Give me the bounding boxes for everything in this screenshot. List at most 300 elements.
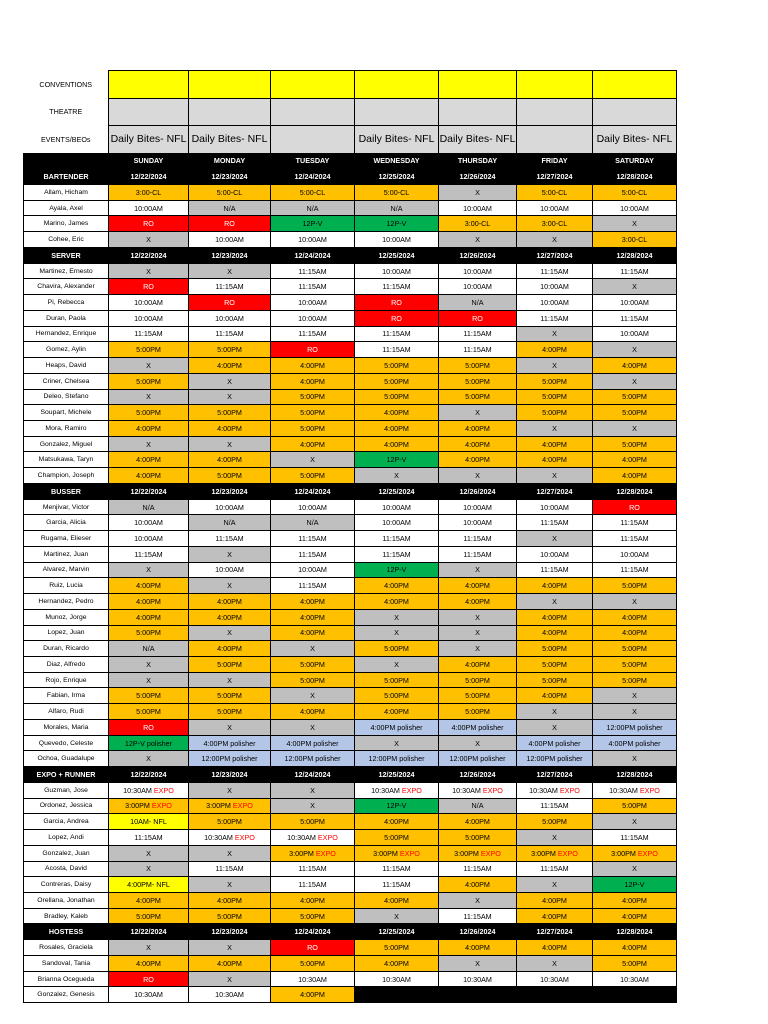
event-cell[interactable]	[355, 98, 439, 126]
shift-cell[interactable]: 4:00PM	[189, 420, 271, 436]
shift-cell[interactable]: X	[593, 751, 677, 767]
shift-cell[interactable]: 4:00PM	[355, 955, 439, 971]
shift-cell[interactable]: X	[189, 672, 271, 688]
shift-cell[interactable]: 12:00PM polisher	[593, 719, 677, 735]
shift-cell[interactable]: 5:00PM	[109, 704, 189, 720]
shift-cell[interactable]: 10:00AM	[109, 295, 189, 311]
shift-cell[interactable]: 5:00PM	[355, 358, 439, 374]
shift-cell[interactable]: N/A	[271, 200, 355, 216]
shift-cell[interactable]: 5:00PM	[439, 704, 517, 720]
shift-cell[interactable]: 4:00PM	[517, 893, 593, 909]
shift-cell[interactable]: X	[109, 263, 189, 279]
shift-cell[interactable]: 5:00PM	[517, 405, 593, 421]
shift-cell[interactable]: N/A	[271, 515, 355, 531]
shift-cell[interactable]	[517, 987, 593, 1003]
shift-cell[interactable]: 5:00-CL	[271, 184, 355, 200]
shift-cell[interactable]: 5:00PM	[271, 657, 355, 673]
shift-cell[interactable]: 12P-V	[355, 452, 439, 468]
shift-cell[interactable]: 4:00PM	[517, 688, 593, 704]
shift-cell[interactable]: 5:00PM	[109, 373, 189, 389]
shift-cell[interactable]: 10:00AM	[355, 515, 439, 531]
shift-cell[interactable]: 5:00PM	[189, 405, 271, 421]
shift-cell[interactable]: N/A	[355, 200, 439, 216]
shift-cell[interactable]: 4:00PM	[355, 704, 439, 720]
shift-cell[interactable]: X	[271, 452, 355, 468]
shift-cell[interactable]: 5:00-CL	[593, 184, 677, 200]
shift-cell[interactable]: X	[517, 468, 593, 484]
shift-cell[interactable]: 10:00AM	[439, 515, 517, 531]
shift-cell[interactable]: X	[355, 609, 439, 625]
shift-cell[interactable]: 11:15AM	[109, 326, 189, 342]
shift-cell[interactable]: X	[439, 468, 517, 484]
shift-cell[interactable]: 11:15AM	[593, 263, 677, 279]
shift-cell[interactable]: X	[517, 531, 593, 547]
shift-cell[interactable]: 5:00PM	[271, 405, 355, 421]
shift-cell[interactable]: 11:15AM	[439, 326, 517, 342]
shift-cell[interactable]: 11:15AM	[189, 326, 271, 342]
shift-cell[interactable]: X	[355, 735, 439, 751]
shift-cell[interactable]: 4:00PM	[109, 468, 189, 484]
shift-cell[interactable]: 10:00AM	[271, 499, 355, 515]
shift-cell[interactable]: 10:00AM	[517, 499, 593, 515]
shift-cell[interactable]: X	[593, 814, 677, 830]
shift-cell[interactable]: 10:00AM	[593, 546, 677, 562]
shift-cell[interactable]: 5:00PM	[271, 814, 355, 830]
shift-cell[interactable]: 5:00PM	[271, 468, 355, 484]
shift-cell[interactable]: 11:15AM	[355, 279, 439, 295]
shift-cell[interactable]: 10:00AM	[517, 200, 593, 216]
shift-cell[interactable]: X	[109, 232, 189, 248]
shift-cell[interactable]: X	[189, 782, 271, 798]
shift-cell[interactable]: 11:15AM	[355, 861, 439, 877]
shift-cell[interactable]: 4:00PM	[517, 452, 593, 468]
shift-cell[interactable]: X	[593, 594, 677, 610]
shift-cell[interactable]: 4:00PM	[109, 578, 189, 594]
shift-cell[interactable]: 11:15AM	[355, 531, 439, 547]
shift-cell[interactable]: 12P-V	[355, 798, 439, 814]
shift-cell[interactable]: X	[439, 735, 517, 751]
shift-cell[interactable]: 4:00PM	[517, 436, 593, 452]
event-cell[interactable]	[517, 71, 593, 99]
shift-cell[interactable]: 5:00PM	[189, 908, 271, 924]
shift-cell[interactable]: 10:00AM	[271, 295, 355, 311]
shift-cell[interactable]: 4:00PM	[109, 420, 189, 436]
shift-cell[interactable]: 10:00AM	[109, 531, 189, 547]
shift-cell[interactable]: X	[109, 672, 189, 688]
event-cell[interactable]	[439, 71, 517, 99]
shift-cell[interactable]: 5:00PM	[109, 688, 189, 704]
shift-cell[interactable]: 11:15AM	[355, 877, 439, 893]
shift-cell[interactable]: 4:00PM	[439, 578, 517, 594]
event-cell[interactable]: Daily Bites- NFL	[439, 126, 517, 154]
shift-cell[interactable]: 11:15AM	[439, 342, 517, 358]
shift-cell[interactable]: 5:00PM	[189, 704, 271, 720]
shift-cell[interactable]: N/A	[439, 798, 517, 814]
shift-cell[interactable]: 3:00PM EXPO	[189, 798, 271, 814]
shift-cell[interactable]: RO	[109, 279, 189, 295]
shift-cell[interactable]: 5:00PM	[593, 672, 677, 688]
shift-cell[interactable]: 4:00PM	[355, 893, 439, 909]
shift-cell[interactable]: X	[593, 420, 677, 436]
shift-cell[interactable]: 4:00PM	[355, 814, 439, 830]
shift-cell[interactable]	[439, 987, 517, 1003]
shift-cell[interactable]: X	[109, 861, 189, 877]
shift-cell[interactable]: 4:00PM	[271, 358, 355, 374]
shift-cell[interactable]: 11:15AM	[271, 877, 355, 893]
shift-cell[interactable]: 10:00AM	[271, 310, 355, 326]
shift-cell[interactable]: 11:15AM	[517, 515, 593, 531]
shift-cell[interactable]: 11:15AM	[189, 279, 271, 295]
shift-cell[interactable]: X	[439, 625, 517, 641]
event-cell[interactable]	[439, 98, 517, 126]
shift-cell[interactable]: X	[109, 436, 189, 452]
shift-cell[interactable]: X	[109, 657, 189, 673]
shift-cell[interactable]: 4:00PM	[517, 625, 593, 641]
shift-cell[interactable]: 3:00-CL	[517, 216, 593, 232]
shift-cell[interactable]: 10:00AM	[109, 515, 189, 531]
shift-cell[interactable]: 4:00PM	[109, 452, 189, 468]
shift-cell[interactable]: 4:00PM	[189, 594, 271, 610]
shift-cell[interactable]: 4:00PM	[439, 877, 517, 893]
shift-cell[interactable]: 4:00PM	[271, 436, 355, 452]
shift-cell[interactable]: 5:00PM	[439, 389, 517, 405]
shift-cell[interactable]: X	[593, 861, 677, 877]
shift-cell[interactable]: 5:00PM	[355, 373, 439, 389]
event-cell[interactable]: Daily Bites- NFL	[189, 126, 271, 154]
shift-cell[interactable]: 10:30AM EXPO	[271, 830, 355, 846]
shift-cell[interactable]: 4:00PM	[271, 609, 355, 625]
shift-cell[interactable]: N/A	[189, 515, 271, 531]
shift-cell[interactable]: 10:00AM	[439, 279, 517, 295]
shift-cell[interactable]: X	[271, 798, 355, 814]
shift-cell[interactable]: 10:00AM	[517, 295, 593, 311]
shift-cell[interactable]: 10:00AM	[517, 279, 593, 295]
shift-cell[interactable]: 3:00PM EXPO	[439, 845, 517, 861]
shift-cell[interactable]: 10:00AM	[593, 200, 677, 216]
shift-cell[interactable]: 4:00PM	[439, 420, 517, 436]
shift-cell[interactable]: 5:00PM	[439, 672, 517, 688]
shift-cell[interactable]: 5:00PM	[517, 373, 593, 389]
shift-cell[interactable]: X	[517, 719, 593, 735]
shift-cell[interactable]: 4:00PM	[109, 893, 189, 909]
shift-cell[interactable]: X	[189, 436, 271, 452]
event-cell[interactable]	[109, 71, 189, 99]
shift-cell[interactable]: 5:00PM	[355, 940, 439, 956]
shift-cell[interactable]: 11:15AM	[593, 531, 677, 547]
shift-cell[interactable]: N/A	[109, 499, 189, 515]
shift-cell[interactable]: 4:00PM	[593, 468, 677, 484]
shift-cell[interactable]: 5:00PM	[109, 342, 189, 358]
event-cell[interactable]	[271, 98, 355, 126]
shift-cell[interactable]: 3:00-CL	[593, 232, 677, 248]
shift-cell[interactable]: X	[189, 971, 271, 987]
shift-cell[interactable]: 11:15AM	[593, 310, 677, 326]
shift-cell[interactable]: 10:30AM	[109, 987, 189, 1003]
shift-cell[interactable]: X	[517, 704, 593, 720]
shift-cell[interactable]: RO	[109, 719, 189, 735]
shift-cell[interactable]: 10:00AM	[109, 310, 189, 326]
shift-cell[interactable]: X	[189, 845, 271, 861]
shift-cell[interactable]: 5:00PM	[189, 657, 271, 673]
shift-cell[interactable]: X	[189, 546, 271, 562]
shift-cell[interactable]: 12P-V	[593, 877, 677, 893]
event-cell[interactable]: Daily Bites- NFL	[593, 126, 677, 154]
shift-cell[interactable]: 10:00AM	[593, 295, 677, 311]
shift-cell[interactable]: 4:00PM	[517, 342, 593, 358]
shift-cell[interactable]: 5:00PM	[517, 389, 593, 405]
shift-cell[interactable]: 11:15AM	[355, 326, 439, 342]
shift-cell[interactable]: 4:00PM	[593, 625, 677, 641]
shift-cell[interactable]: 4:00PM polisher	[439, 719, 517, 735]
shift-cell[interactable]: 4:00PM	[271, 704, 355, 720]
shift-cell[interactable]: 10:30AM	[517, 971, 593, 987]
event-cell[interactable]	[189, 71, 271, 99]
shift-cell[interactable]: 10:30AM	[355, 971, 439, 987]
shift-cell[interactable]: 10:30AM EXPO	[109, 782, 189, 798]
shift-cell[interactable]: 5:00PM	[355, 641, 439, 657]
shift-cell[interactable]: RO	[355, 310, 439, 326]
shift-cell[interactable]: X	[517, 877, 593, 893]
shift-cell[interactable]: X	[439, 609, 517, 625]
shift-cell[interactable]: X	[439, 955, 517, 971]
shift-cell[interactable]: 11:15AM	[271, 263, 355, 279]
event-cell[interactable]	[355, 71, 439, 99]
shift-cell[interactable]: RO	[189, 216, 271, 232]
shift-cell[interactable]: X	[189, 578, 271, 594]
shift-cell[interactable]: 4:00PM	[439, 452, 517, 468]
shift-cell[interactable]: 5:00PM	[355, 830, 439, 846]
shift-cell[interactable]: X	[189, 719, 271, 735]
shift-cell[interactable]: X	[189, 625, 271, 641]
shift-cell[interactable]: RO	[355, 295, 439, 311]
shift-cell[interactable]: 10:00AM	[189, 232, 271, 248]
shift-cell[interactable]: 5:00PM	[355, 389, 439, 405]
shift-cell[interactable]: N/A	[439, 295, 517, 311]
shift-cell[interactable]: 12P-V	[271, 216, 355, 232]
shift-cell[interactable]: 10:00AM	[189, 562, 271, 578]
shift-cell[interactable]: 12:00PM polisher	[271, 751, 355, 767]
shift-cell[interactable]: RO	[593, 499, 677, 515]
shift-cell[interactable]: 5:00PM	[271, 955, 355, 971]
shift-cell[interactable]: 4:00PM polisher	[593, 735, 677, 751]
shift-cell[interactable]: 11:15AM	[109, 546, 189, 562]
event-cell[interactable]	[189, 98, 271, 126]
shift-cell[interactable]: 10:00AM	[189, 310, 271, 326]
shift-cell[interactable]: 10:00AM	[517, 546, 593, 562]
shift-cell[interactable]: 5:00PM	[593, 955, 677, 971]
shift-cell[interactable]: 12:00PM polisher	[355, 751, 439, 767]
shift-cell[interactable]: 4:00PM	[189, 358, 271, 374]
shift-cell[interactable]: 5:00PM	[593, 578, 677, 594]
shift-cell[interactable]: 11:15AM	[593, 515, 677, 531]
shift-cell[interactable]: 4:00PM	[189, 452, 271, 468]
shift-cell[interactable]: 4:00PM	[189, 893, 271, 909]
shift-cell[interactable]: 10:00AM	[271, 232, 355, 248]
shift-cell[interactable]: RO	[109, 216, 189, 232]
shift-cell[interactable]: X	[355, 908, 439, 924]
shift-cell[interactable]: 4:00PM	[355, 578, 439, 594]
shift-cell[interactable]: 12P-V	[355, 216, 439, 232]
shift-cell[interactable]: 4:00PM	[355, 594, 439, 610]
shift-cell[interactable]: 5:00PM	[439, 688, 517, 704]
shift-cell[interactable]: 5:00-CL	[517, 184, 593, 200]
shift-cell[interactable]: X	[593, 688, 677, 704]
shift-cell[interactable]: 10:00AM	[593, 326, 677, 342]
shift-cell[interactable]: X	[593, 704, 677, 720]
shift-cell[interactable]: 4:00PM- NFL	[109, 877, 189, 893]
shift-cell[interactable]: 5:00PM	[517, 657, 593, 673]
shift-cell[interactable]: 4:00PM	[355, 436, 439, 452]
shift-cell[interactable]: X	[439, 405, 517, 421]
shift-cell[interactable]: 10:30AM	[439, 971, 517, 987]
shift-cell[interactable]: X	[593, 279, 677, 295]
shift-cell[interactable]: 5:00PM	[271, 389, 355, 405]
shift-cell[interactable]: 10:00AM	[355, 232, 439, 248]
shift-cell[interactable]: 4:00PM	[593, 940, 677, 956]
shift-cell[interactable]: 5:00PM	[189, 342, 271, 358]
shift-cell[interactable]: 4:00PM	[271, 625, 355, 641]
shift-cell[interactable]: 5:00PM	[271, 908, 355, 924]
shift-cell[interactable]: 11:15AM	[355, 546, 439, 562]
shift-cell[interactable]: 12:00PM polisher	[189, 751, 271, 767]
shift-cell[interactable]: 11:15AM	[189, 861, 271, 877]
shift-cell[interactable]: 10:00AM	[439, 200, 517, 216]
shift-cell[interactable]: 4:00PM	[189, 609, 271, 625]
shift-cell[interactable]: X	[593, 373, 677, 389]
shift-cell[interactable]: 5:00PM	[439, 373, 517, 389]
shift-cell[interactable]: 4:00PM	[593, 893, 677, 909]
shift-cell[interactable]: X	[189, 877, 271, 893]
shift-cell[interactable]: 11:15AM	[271, 326, 355, 342]
shift-cell[interactable]: 5:00PM	[439, 358, 517, 374]
shift-cell[interactable]: X	[271, 688, 355, 704]
shift-cell[interactable]: X	[109, 389, 189, 405]
shift-cell[interactable]: RO	[439, 310, 517, 326]
shift-cell[interactable]: X	[593, 216, 677, 232]
shift-cell[interactable]: 5:00PM	[593, 405, 677, 421]
shift-cell[interactable]: 11:15AM	[271, 546, 355, 562]
shift-cell[interactable]: 3:00PM EXPO	[271, 845, 355, 861]
shift-cell[interactable]: X	[271, 719, 355, 735]
shift-cell[interactable]: 3:00PM EXPO	[517, 845, 593, 861]
shift-cell[interactable]: 3:00PM EXPO	[355, 845, 439, 861]
shift-cell[interactable]: 4:00PM	[271, 373, 355, 389]
shift-cell[interactable]: 5:00PM	[355, 688, 439, 704]
shift-cell[interactable]: X	[271, 641, 355, 657]
shift-cell[interactable]: 5:00PM	[189, 468, 271, 484]
shift-cell[interactable]: 5:00PM	[593, 389, 677, 405]
shift-cell[interactable]: 4:00PM	[517, 609, 593, 625]
shift-cell[interactable]: 4:00PM	[271, 987, 355, 1003]
shift-cell[interactable]: 11:15AM	[271, 531, 355, 547]
shift-cell[interactable]: 12:00PM polisher	[439, 751, 517, 767]
shift-cell[interactable]: 4:00PM	[189, 955, 271, 971]
shift-cell[interactable]: 10:00AM	[439, 263, 517, 279]
event-cell[interactable]	[271, 71, 355, 99]
shift-cell[interactable]: X	[517, 326, 593, 342]
shift-cell[interactable]: 4:00PM	[439, 657, 517, 673]
event-cell[interactable]	[517, 98, 593, 126]
shift-cell[interactable]: 11:15AM	[517, 263, 593, 279]
shift-cell[interactable]: 5:00PM	[355, 672, 439, 688]
shift-cell[interactable]: X	[517, 232, 593, 248]
shift-cell[interactable]: RO	[271, 342, 355, 358]
shift-cell[interactable]: 4:00PM	[439, 436, 517, 452]
shift-cell[interactable]: 5:00PM	[593, 657, 677, 673]
shift-cell[interactable]: 12P-V polisher	[109, 735, 189, 751]
shift-cell[interactable]: 5:00PM	[109, 625, 189, 641]
shift-cell[interactable]: 11:15AM	[517, 562, 593, 578]
shift-cell[interactable]: X	[439, 562, 517, 578]
shift-cell[interactable]: X	[189, 263, 271, 279]
event-cell[interactable]: Daily Bites- NFL	[355, 126, 439, 154]
shift-cell[interactable]: 4:00PM	[355, 420, 439, 436]
shift-cell[interactable]: 5:00PM	[271, 420, 355, 436]
shift-cell[interactable]: 5:00PM	[517, 672, 593, 688]
shift-cell[interactable]: 12P-V	[355, 562, 439, 578]
shift-cell[interactable]: 4:00PM	[189, 641, 271, 657]
shift-cell[interactable]: 11:15AM	[271, 578, 355, 594]
shift-cell[interactable]: 10:30AM EXPO	[189, 830, 271, 846]
shift-cell[interactable]: X	[109, 940, 189, 956]
event-cell[interactable]: Daily Bites- NFL	[109, 126, 189, 154]
shift-cell[interactable]: 4:00PM	[439, 940, 517, 956]
shift-cell[interactable]: 4:00PM	[517, 578, 593, 594]
event-cell[interactable]	[593, 71, 677, 99]
shift-cell[interactable]: X	[109, 358, 189, 374]
shift-cell[interactable]: X	[271, 782, 355, 798]
shift-cell[interactable]: 4:00PM	[271, 594, 355, 610]
event-cell[interactable]	[517, 126, 593, 154]
shift-cell[interactable]: 5:00PM	[189, 688, 271, 704]
shift-cell[interactable]: 11:15AM	[517, 310, 593, 326]
shift-cell[interactable]: 5:00PM	[593, 641, 677, 657]
shift-cell[interactable]: RO	[189, 295, 271, 311]
shift-cell[interactable]: X	[189, 389, 271, 405]
shift-cell[interactable]: 4:00PM	[439, 814, 517, 830]
shift-cell[interactable]: 5:00-CL	[189, 184, 271, 200]
shift-cell[interactable]: X	[439, 641, 517, 657]
shift-cell[interactable]: X	[439, 232, 517, 248]
shift-cell[interactable]	[355, 987, 439, 1003]
shift-cell[interactable]: 11:15AM	[593, 562, 677, 578]
shift-cell[interactable]: 4:00PM	[517, 908, 593, 924]
shift-cell[interactable]: RO	[109, 971, 189, 987]
shift-cell[interactable]: 10:30AM EXPO	[439, 782, 517, 798]
shift-cell[interactable]: 11:15AM	[439, 546, 517, 562]
shift-cell[interactable]: 5:00PM	[109, 908, 189, 924]
shift-cell[interactable]: 4:00PM	[109, 609, 189, 625]
shift-cell[interactable]: 10:30AM EXPO	[355, 782, 439, 798]
shift-cell[interactable]: 5:00PM	[439, 830, 517, 846]
shift-cell[interactable]: 11:15AM	[439, 861, 517, 877]
shift-cell[interactable]: 10:30AM EXPO	[517, 782, 593, 798]
shift-cell[interactable]: 10:00AM	[355, 499, 439, 515]
shift-cell[interactable]: 10:30AM	[189, 987, 271, 1003]
shift-cell[interactable]: 4:00PM	[593, 452, 677, 468]
shift-cell[interactable]: 4:00PM polisher	[517, 735, 593, 751]
event-cell[interactable]	[593, 98, 677, 126]
shift-cell[interactable]: 5:00-CL	[355, 184, 439, 200]
shift-cell[interactable]: 5:00PM	[109, 405, 189, 421]
shift-cell[interactable]: X	[109, 562, 189, 578]
shift-cell[interactable]: 4:00PM	[109, 955, 189, 971]
shift-cell[interactable]: 10:30AM EXPO	[593, 782, 677, 798]
shift-cell[interactable]: X	[189, 373, 271, 389]
shift-cell[interactable]: X	[593, 342, 677, 358]
shift-cell[interactable]: X	[439, 184, 517, 200]
shift-cell[interactable]: 11:15AM	[517, 798, 593, 814]
